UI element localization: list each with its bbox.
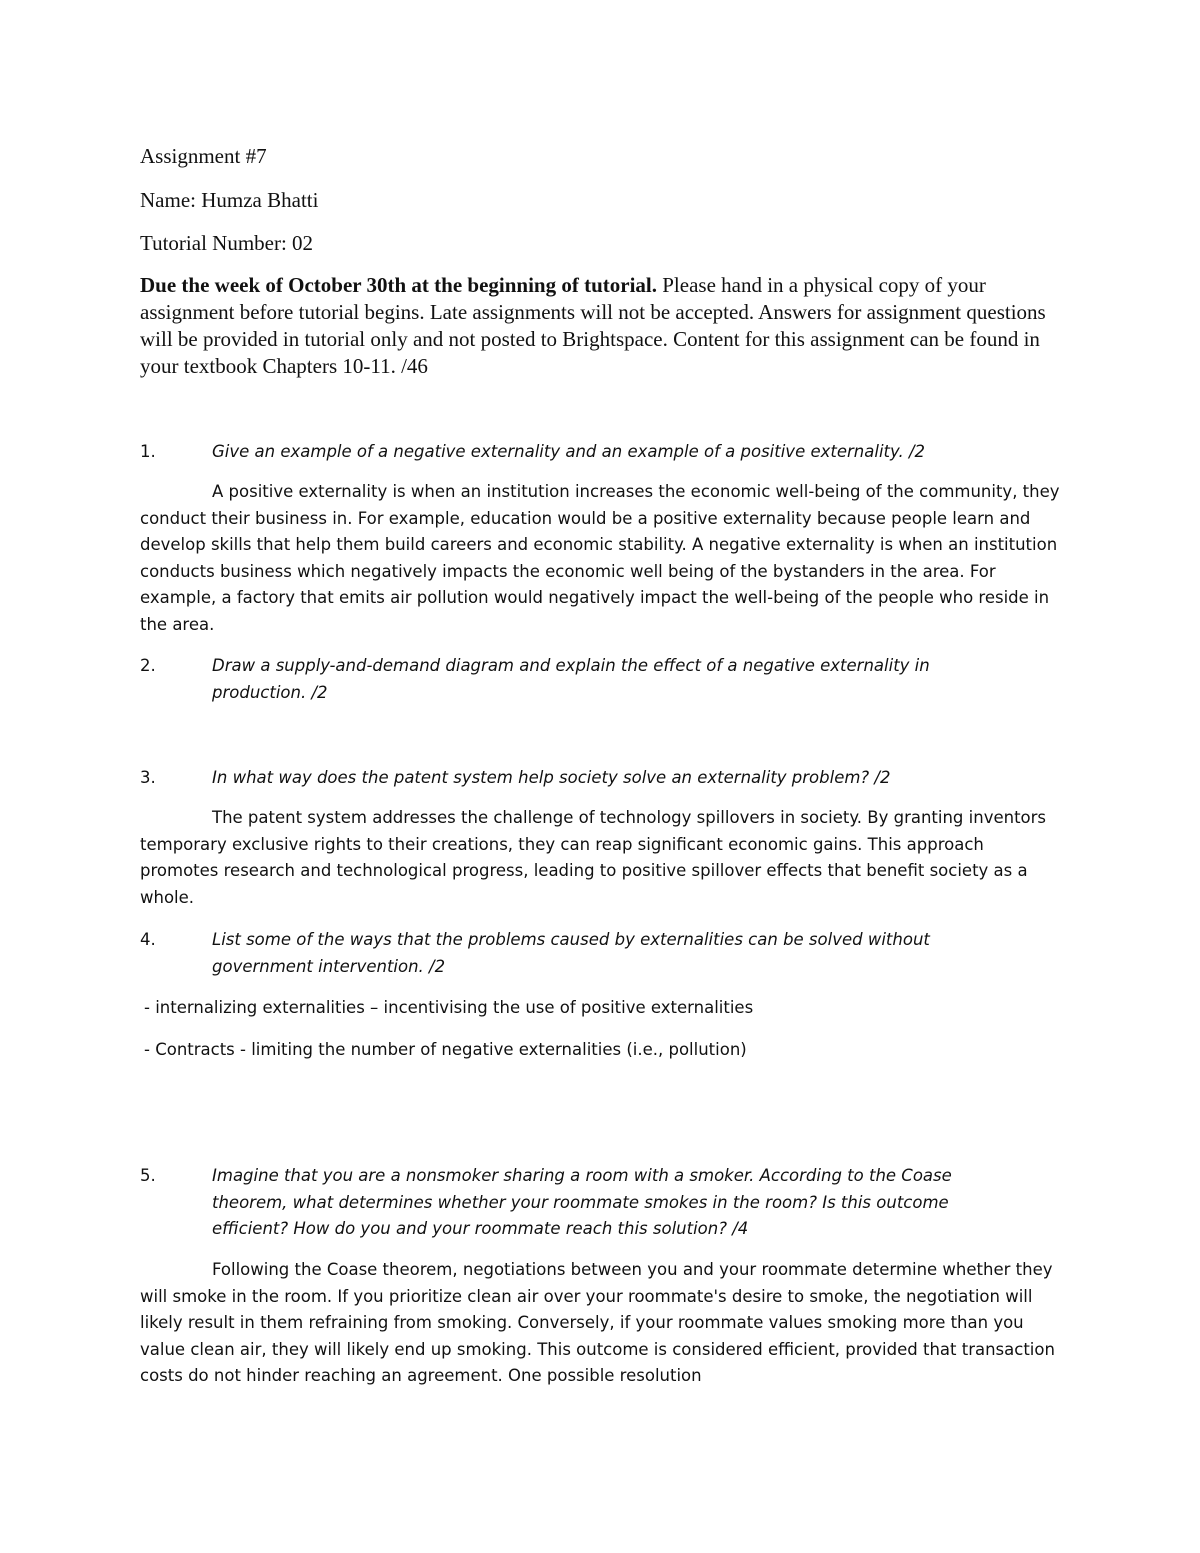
instructions-paragraph [140,272,1060,380]
answer-4-bullet: - internalizing externalities – incentivising the use of positive externalities [144,998,754,1017]
question-number: 5. [140,1166,156,1185]
question-4 [140,927,1060,980]
answer-3: The patent system addresses the challenge of technology spillovers in society. By granting inventors temporary exclusive rights to their creations, they can reap significant economic gains. This approach promotes research and technological progress, leading to positive spillover effects that benefit society as a whole. [140,808,1047,907]
question-number: 2. [140,656,156,675]
question-text: In what way does the patent system help society solve an externality problem? /2 [212,768,891,787]
answer-4-bullet: - Contracts - limiting the number of negative externalities (i.e., pollution) [144,1040,747,1059]
assignment-title: Assignment #7 [140,144,267,168]
question-5 [140,1163,1060,1243]
question-text: Draw a supply-and-demand diagram and explain the effect of a negative externality in production. /2 [212,656,930,702]
student-name: Name: Humza Bhatti [140,188,319,212]
question-text: Give an example of a negative externality and an example of a positive externality. /2 [212,442,926,461]
question-1 [140,439,1060,466]
question-text: Imagine that you are a nonsmoker sharing a room with a smoker. According to the Coase theorem, what determines whether your roommate smokes in the room? Is this outcome efficient? How do you and your roommate reach this solution? /4 [212,1166,952,1238]
tutorial-number: Tutorial Number: 02 [140,231,314,255]
answer-1: A positive externality is when an institution increases the economic well-being of the community, they conduct their business in. For example, education would be a positive externality because people learn and develop skills that help them build careers and economic stability. A negative externality is when an institution conducts business which negatively impacts the economic well being of the bystanders in the area. For example, a factory that emits air pollution would negatively impact the well-being of the people who reside in the area. [140,482,1060,634]
answer-5: Following the Coase theorem, negotiations between you and your roommate determine whether they will smoke in the room. If you prioritize clean air over your roommate's desire to smoke, the negotiation will likely result in them refraining from smoking. Conversely, if your roommate values smoking more than you value clean air, they will likely end up smoking. This outcome is considered efficient, provided that transaction costs do not hinder reaching an agreement. One possible resolution [140,1260,1055,1385]
question-3 [140,765,1060,792]
question-number: 3. [140,768,156,787]
question-text: List some of the ways that the problems caused by externalities can be solved without government intervention. /2 [212,930,930,976]
question-number: 1. [140,442,156,461]
instructions-text: Please hand in a physical copy of your assignment before tutorial begins. Late assignments will not be accepted. Answers for assignment questions will be provided in tutorial only and not posted to Brightspace. Content for this assignment can be found in your textbook Chapters 10-11. /46 [140,273,1046,378]
question-number: 4. [140,930,156,949]
due-date-notice: Due the week of October 30th at the beginning of tutorial. [140,273,657,297]
question-2 [140,653,1060,706]
